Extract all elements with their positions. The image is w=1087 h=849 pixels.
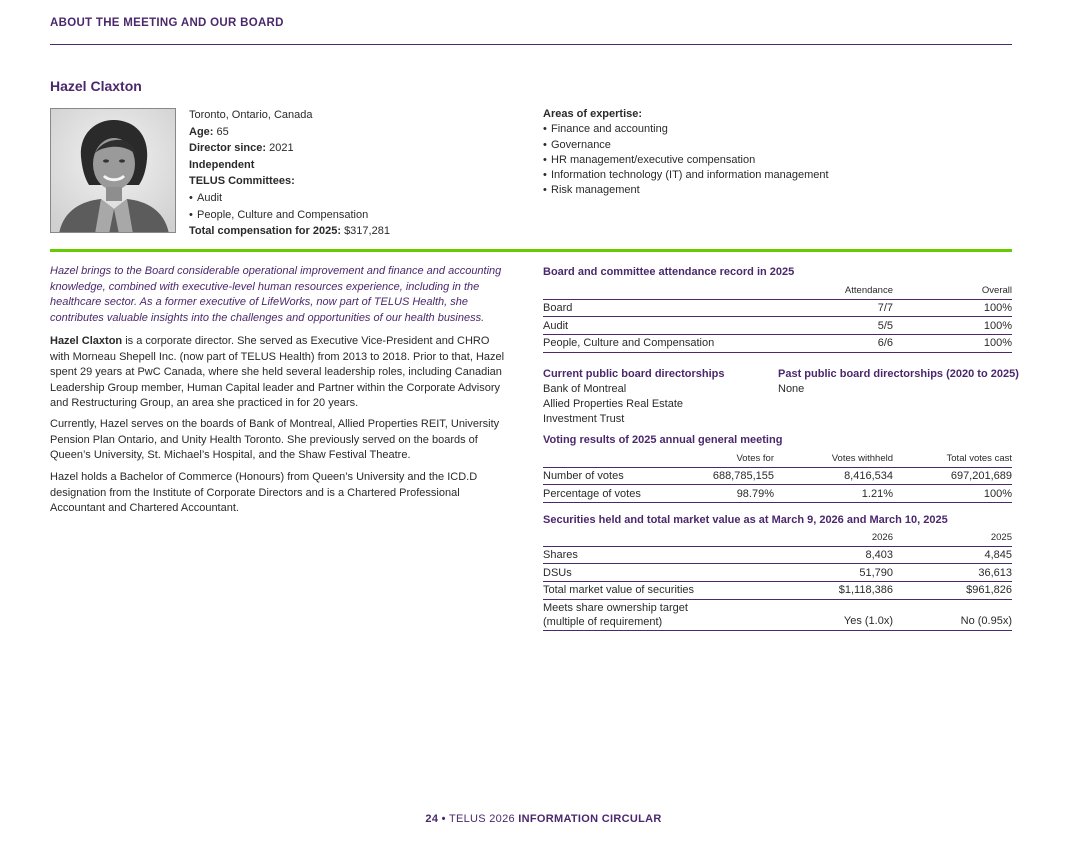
table-cell [543,599,773,630]
table-row [543,485,1012,503]
table-cell: Audit [543,317,763,335]
current-directorships [543,367,725,427]
table-cell: 697,201,689 [893,467,1012,485]
table-cell: 100% [893,317,1012,335]
bio-paragraph: Currently, Hazel serves on the boards of Bank of Montreal, Allied Properties REIT, University Pension Plan Ontario, and Unity Health Toronto. She previously served on the boards of Queen’s University, St. Michael’s Hospital, and the Shaw Festival Theatre. [50,418,500,462]
table-header: 2026 [773,530,893,546]
compensation-line [189,223,509,240]
table-cell: People, Culture and Compensation [543,334,763,352]
table-cell: Percentage of votes [543,485,663,503]
directorship-line: Investment Trust [543,413,625,425]
age-value: 65 [216,125,229,138]
target-line: (multiple of requirement) [543,615,663,628]
expertise-item: • Risk management [543,183,963,198]
table-row [543,317,1012,335]
table-row [543,467,1012,485]
footer-doc-title: INFORMATION CIRCULAR [518,813,662,825]
table-cell: 688,785,155 [663,467,774,485]
since-value: 2021 [269,142,294,155]
bio-intro: Hazel brings to the Board considerable operational improvement and finance and accounting knowledge, combined with executive-level human resources experience, including in the healthcare sector. As a former executive of LifeWorks, now part of TELUS Health, she contributes valuable insights into the challenges and opportunities of our health business. [50,265,502,324]
table-cell: 8,403 [773,546,893,564]
table-cell: 7/7 [763,299,893,317]
table-header-row [543,451,1012,467]
director-facts [189,107,509,240]
since-label: Director since: [189,142,267,155]
table-header: Votes for [663,451,774,467]
voting-title: Voting results of 2025 annual general meeting [543,434,783,446]
attendance-table [543,283,1012,353]
table-cell: 100% [893,334,1012,352]
table-cell: 8,416,534 [774,467,893,485]
bio-paragraph: Hazel holds a Bachelor of Commerce (Honours) from Queen’s University and the ICD.D designation from the Institute of Corporate Directors and is a Chartered Professional Accountant and Chartered Accountant. [50,471,478,515]
target-line: Meets share ownership target [543,601,688,614]
header-divider [50,44,1012,45]
committee-item: • People, Culture and Compensation [189,207,509,224]
table-cell: 6/6 [763,334,893,352]
current-directorships-title: Current public board directorships [543,368,725,380]
page-footer [0,813,1087,825]
attendance-title: Board and committee attendance record in 2025 [543,266,795,278]
table-row [543,299,1012,317]
table-header: Overall [893,283,1012,299]
table-cell: Total market value of securities [543,581,773,599]
table-cell: 5/5 [763,317,893,335]
expertise-item: • Information technology (IT) and information management [543,168,963,183]
location: Toronto, Ontario, Canada [189,109,313,121]
table-header-row [543,283,1012,299]
table-header: Total votes cast [893,451,1012,467]
table-cell: 1.21% [774,485,893,503]
table-cell: 100% [893,299,1012,317]
past-directorships [778,367,1019,397]
table-cell: 4,845 [893,546,1012,564]
table-row [543,599,1012,630]
age-line [189,124,509,141]
directorship-line: None [778,383,805,395]
table-cell: 51,790 [773,564,893,582]
bio-text: is a corporate director. She served as Executive Vice-President and CHRO with Morneau Shepell Inc. (now part of TELUS Health) from 2013 to 2018. Prior to that, Hazel spent 29 years at PwC Canada, where she held several leadership roles, including Canadian Leadership Group member, Human Capital leader and Partner within the Corporate Advisory and Restructuring Group, an area she practiced in for 20 years. [50,335,505,410]
committee-item: • Audit [189,190,509,207]
page-number: 24 [425,813,439,825]
committees-label: TELUS Committees: [189,175,295,188]
table-cell: No (0.95x) [893,599,1012,630]
table-cell: Shares [543,546,773,564]
expertise-title: Areas of expertise: [543,108,643,120]
expertise-item: • Governance [543,138,963,153]
table-cell: 100% [893,485,1012,503]
table-cell: $1,118,386 [773,581,893,599]
table-header [543,530,773,546]
securities-table [543,530,1012,631]
director-name: Hazel Claxton [50,78,142,94]
table-cell: Yes (1.0x) [773,599,893,630]
table-row [543,546,1012,564]
bio-paragraph [50,334,510,412]
expertise-list [543,107,963,199]
table-cell: Board [543,299,763,317]
section-divider [50,249,1012,252]
table-cell: 36,613 [893,564,1012,582]
table-cell: Number of votes [543,467,663,485]
table-header: Votes withheld [774,451,893,467]
securities-title: Securities held and total market value as at March 9, 2026 and March 10, 2025 [543,514,948,526]
table-header [543,451,663,467]
expertise-item: • HR management/executive compensation [543,153,963,168]
independence-status: Independent [189,158,255,171]
compensation-label: Total compensation for 2025: [189,225,341,238]
table-header-row [543,530,1012,546]
age-label: Age: [189,125,214,138]
table-row [543,581,1012,599]
directorship-line: Bank of Montreal [543,383,627,395]
table-cell: $961,826 [893,581,1012,599]
table-cell: 98.79% [663,485,774,503]
table-header [543,283,763,299]
footer-separator: • [441,813,446,825]
past-directorships-title: Past public board directorships (2020 to 2025) [778,368,1019,380]
compensation-value: $317,281 [344,225,390,238]
expertise-item: • Finance and accounting [543,122,963,137]
table-header: 2025 [893,530,1012,546]
table-row [543,334,1012,352]
table-cell: DSUs [543,564,773,582]
footer-brand: TELUS 2026 [448,813,515,825]
directorship-line: Allied Properties Real Estate [543,398,684,410]
since-line [189,140,509,157]
section-title: ABOUT THE MEETING AND OUR BOARD [50,17,284,29]
table-header: Attendance [763,283,893,299]
bio-name: Hazel Claxton [50,335,123,347]
table-row [543,564,1012,582]
director-photo [50,108,176,233]
voting-table [543,451,1012,503]
